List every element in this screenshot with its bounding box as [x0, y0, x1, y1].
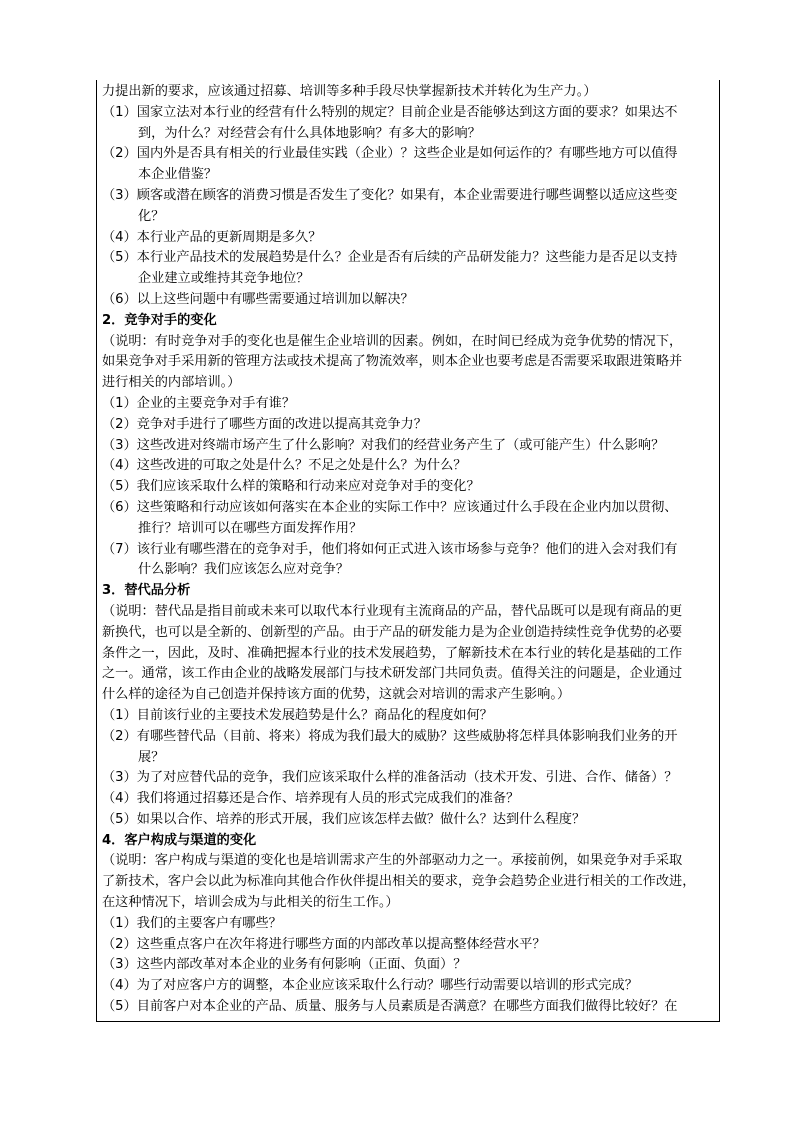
document-body [97, 80, 719, 1018]
list-item-line: （1）国家立法对本行业的经营有什么特别的规定？目前企业是否能够达到这方面的要求？如果达不 [102, 104, 678, 120]
explanation-line: 如果竞争对手采用新的管理方法或技术提高了物流效率，则本企业也要考虑是否需要采取跟进策略并 [102, 354, 683, 370]
list-item-line: （7）该行业有哪些潜在的竞争对手，他们将如何正式进入该市场参与竞争？他们的进入会对我们有 [102, 541, 678, 557]
list-item-line: （3）这些内部改革对本企业的业务有何影响（正面、负面）？ [102, 957, 467, 973]
explanation-line: 在这种情况下，培训会成为与此相关的衍生工作。） [102, 895, 399, 911]
list-item-continuation: 本企业借鉴？ [138, 167, 218, 183]
list-item-line: （1）企业的主要竞争对手有谁？ [102, 395, 296, 411]
explanation-line: （说明：有时竞争对手的变化也是催生企业培训的因素。例如，在时间已经成为竞争优势的情况下， [102, 333, 683, 349]
list-item-line: （3）为了对应替代品的竞争，我们应该采取什么样的准备活动（技术开发、引进、合作、储备）？ [102, 770, 678, 786]
list-item-continuation: 展？ [138, 749, 165, 765]
list-item-line: （6）以上这些问题中有哪些需要通过培训加以解决？ [102, 291, 414, 307]
list-item-line: （5）本行业产品技术的发展趋势是什么？企业是否有后续的产品研发能力？这些能力是否足以支持 [102, 250, 678, 266]
list-item-line: （4）这些改进的可取之处是什么？不足之处是什么？为什么？ [102, 458, 467, 474]
explanation-line: 了新技术，客户会以此为标准向其他合作伙伴提出相关的要求，竞争会趋势企业进行相关的工作改进， [102, 874, 696, 890]
list-item-line: （2）国内外是否具有相关的行业最佳实践（企业）？这些企业是如何运作的？有哪些地方可以值得 [102, 146, 678, 162]
list-item-continuation: 推行？培训可以在哪些方面发挥作用？ [138, 520, 363, 536]
list-item-line: （3）顾客或潜在顾客的消费习惯是否发生了变化？如果有，本企业需要进行哪些调整以适应这些变 [102, 187, 678, 203]
explanation-line: 新换代，也可以是全新的、创新型的产品。由于产品的研发能力是为企业创造持续性竞争优势的必要 [102, 624, 683, 640]
list-item-continuation: 化？ [138, 208, 165, 224]
list-item-line: （4）我们将通过招募还是合作、培养现有人员的形式完成我们的准备？ [102, 791, 520, 807]
list-item-continuation: 企业建立或维持其竞争地位？ [138, 271, 310, 287]
list-item-line: （1）目前该行业的主要技术发展趋势是什么？商品化的程度如何？ [102, 707, 493, 723]
list-item-line: （4）为了对应客户方的调整，本企业应该采取什么行动？哪些行动需要以培训的形式完成？ [102, 978, 638, 994]
list-item-line: （2）这些重点客户在次年将进行哪些方面的内部改革以提高整体经营水平？ [102, 936, 546, 952]
list-item-line: （6）这些策略和行动应该如何落实在本企业的实际工作中？应该通过什么手段在企业内加以贯彻、 [102, 499, 678, 515]
list-item-line: （1）我们的主要客户有哪些？ [102, 915, 282, 931]
explanation-line: 之一。通常，该工作由企业的战略发展部门与技术研发部门共同负责。值得关注的问题是，企业通过 [102, 666, 683, 682]
list-item-line: （5）如果以合作、培养的形式开展，我们应该怎样去做？做什么？达到什么程度？ [102, 811, 586, 827]
section-heading: 4．客户构成与渠道的变化 [102, 832, 257, 848]
list-item-line: （2）有哪些替代品（目前、将来）将成为我们最大的威胁？这些威胁将怎样具体影响我们业务的开 [102, 728, 678, 744]
explanation-line: （说明：替代品是指目前或未来可以取代本行业现有主流商品的产品，替代品既可以是现有商品的更 [102, 603, 683, 619]
explanation-line: 力提出新的要求，应该通过招募、培训等多种手段尽快掌握新技术并转化为生产力。） [102, 84, 597, 99]
list-item-line: （5）目前客户对本企业的产品、质量、服务与人员素质是否满意？在哪些方面我们做得比较好？在 [102, 999, 678, 1015]
list-item-line: （3）这些改进对终端市场产生了什么影响？对我们的经营业务产生了（或可能产生）什么影响？ [102, 437, 665, 453]
explanation-line: 条件之一，因此，及时、准确把握本行业的技术发展趋势，了解新技术在本行业的转化是基础的工作 [102, 645, 683, 661]
section-heading: 2．竞争对手的变化 [102, 312, 217, 328]
section-heading: 3．替代品分析 [102, 583, 191, 599]
explanation-line: 什么样的途径为自己创造并保持该方面的优势，这就会对培训的需求产生影响。） [102, 687, 571, 703]
explanation-line: 进行相关的内部培训。） [102, 375, 241, 391]
document-table-cell [96, 80, 720, 1022]
explanation-line: （说明：客户构成与渠道的变化也是培训需求产生的外部驱动力之一。承接前例，如果竞争对手采取 [102, 853, 683, 869]
list-item-continuation: 到，为什么？对经营会有什么具体地影响？有多大的影响？ [138, 125, 481, 141]
list-item-line: （5）我们应该采取什么样的策略和行动来应对竞争对手的变化？ [102, 479, 480, 495]
list-item-line: （2）竞争对手进行了哪些方面的改进以提高其竞争力？ [102, 416, 427, 432]
list-item-line: （4）本行业产品的更新周期是多久？ [102, 229, 322, 245]
list-item-continuation: 什么影响？我们应该怎么应对竞争？ [138, 562, 349, 578]
